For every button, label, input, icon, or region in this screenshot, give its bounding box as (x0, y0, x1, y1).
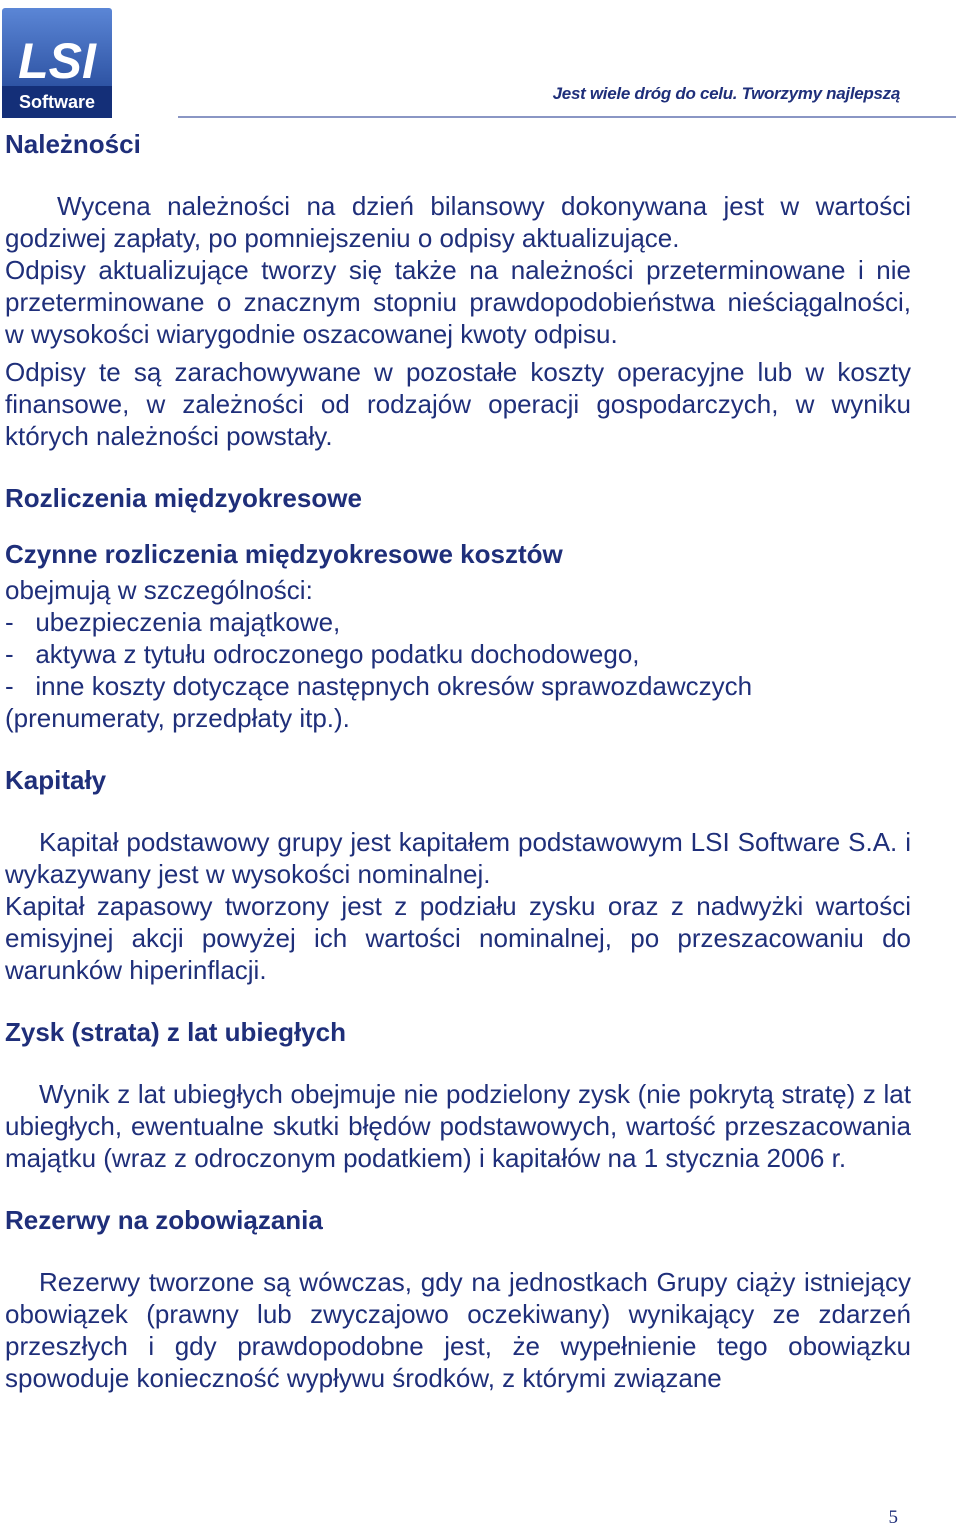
section-title-kapitaly: Kapitały (5, 765, 107, 795)
section-title-naleznosci: Należności (5, 129, 141, 159)
paragraph: (prenumeraty, przedpłaty itp.). (5, 703, 350, 733)
document-body (5, 128, 911, 1394)
paragraph: obejmują w szczególności: (5, 575, 313, 605)
header-divider (178, 116, 956, 118)
section-title-zysk: Zysk (strata) z lat ubiegłych (5, 1017, 346, 1047)
list-item: - ubezpieczenia majątkowe, (5, 607, 341, 637)
paragraph: Wycena należności na dzień bilansowy dokonywana jest w wartości godziwej zapłaty, po pomniejszeniu o odpisy aktualizujące. (5, 191, 911, 253)
section-title-rezerwy: Rezerwy na zobowiązania (5, 1205, 323, 1235)
paragraph: Odpisy aktualizujące tworzy się także na należności przeterminowane i nie przeterminowane o znacznym stopniu prawdopodobieństwa nieściągalności, w wysokości wiarygodnie oszacowanej kwoty odpisu. (5, 255, 911, 349)
paragraph: Kapitał podstawowy grupy jest kapitałem podstawowym LSI Software S.A. i wykazywany jest w wysokości nominalnej. (5, 827, 911, 889)
paragraph: Kapitał zapasowy tworzony jest z podziału zysku oraz z nadwyżki wartości emisyjnej akcji powyżej ich wartości nominalnej, po przeszacowaniu do warunków hiperinflacji. (5, 891, 911, 985)
paragraph: Rezerwy tworzone są wówczas, gdy na jednostkach Grupy ciąży istniejący obowiązek (prawny lub zwyczajowo oczekiwany) wynikający ze zdarzeń przeszłych i gdy prawdopodobne jest, że wypełnienie tego obowiązku spowoduje konieczność wypływu środków, z którymi związane (5, 1267, 911, 1393)
section-subtitle-czynne: Czynne rozliczenia międzyokresowe kosztów (5, 539, 563, 569)
list-item: - aktywa z tytułu odroczonego podatku dochodowego, (5, 639, 640, 669)
header-tagline: Jest wiele dróg do celu. Tworzymy najlepszą (552, 84, 900, 103)
company-logo (2, 8, 112, 118)
svg-text:Software: Software (18, 92, 96, 112)
paragraph: Wynik z lat ubiegłych obejmuje nie podzielony zysk (nie pokrytą stratę) z lat ubiegłych, ewentualne skutki błędów podstawowych, wartość przeszacowania majątku (wraz z odroczonym podatkiem) i kapitałów na 1 stycznia 2006 r. (5, 1079, 911, 1173)
section-title-rozliczenia: Rozliczenia międzyokresowe (5, 483, 362, 513)
list-item: - inne koszty dotyczące następnych okresów sprawozdawczych (5, 671, 753, 701)
page-number: 5 (888, 1507, 898, 1528)
svg-text:LSI: LSI (18, 33, 96, 89)
paragraph: Odpisy te są zarachowywane w pozostałe koszty operacyjne lub w koszty finansowe, w zależności od rodzajów operacji gospodarczych, w wyniku których należności powstały. (5, 357, 911, 451)
